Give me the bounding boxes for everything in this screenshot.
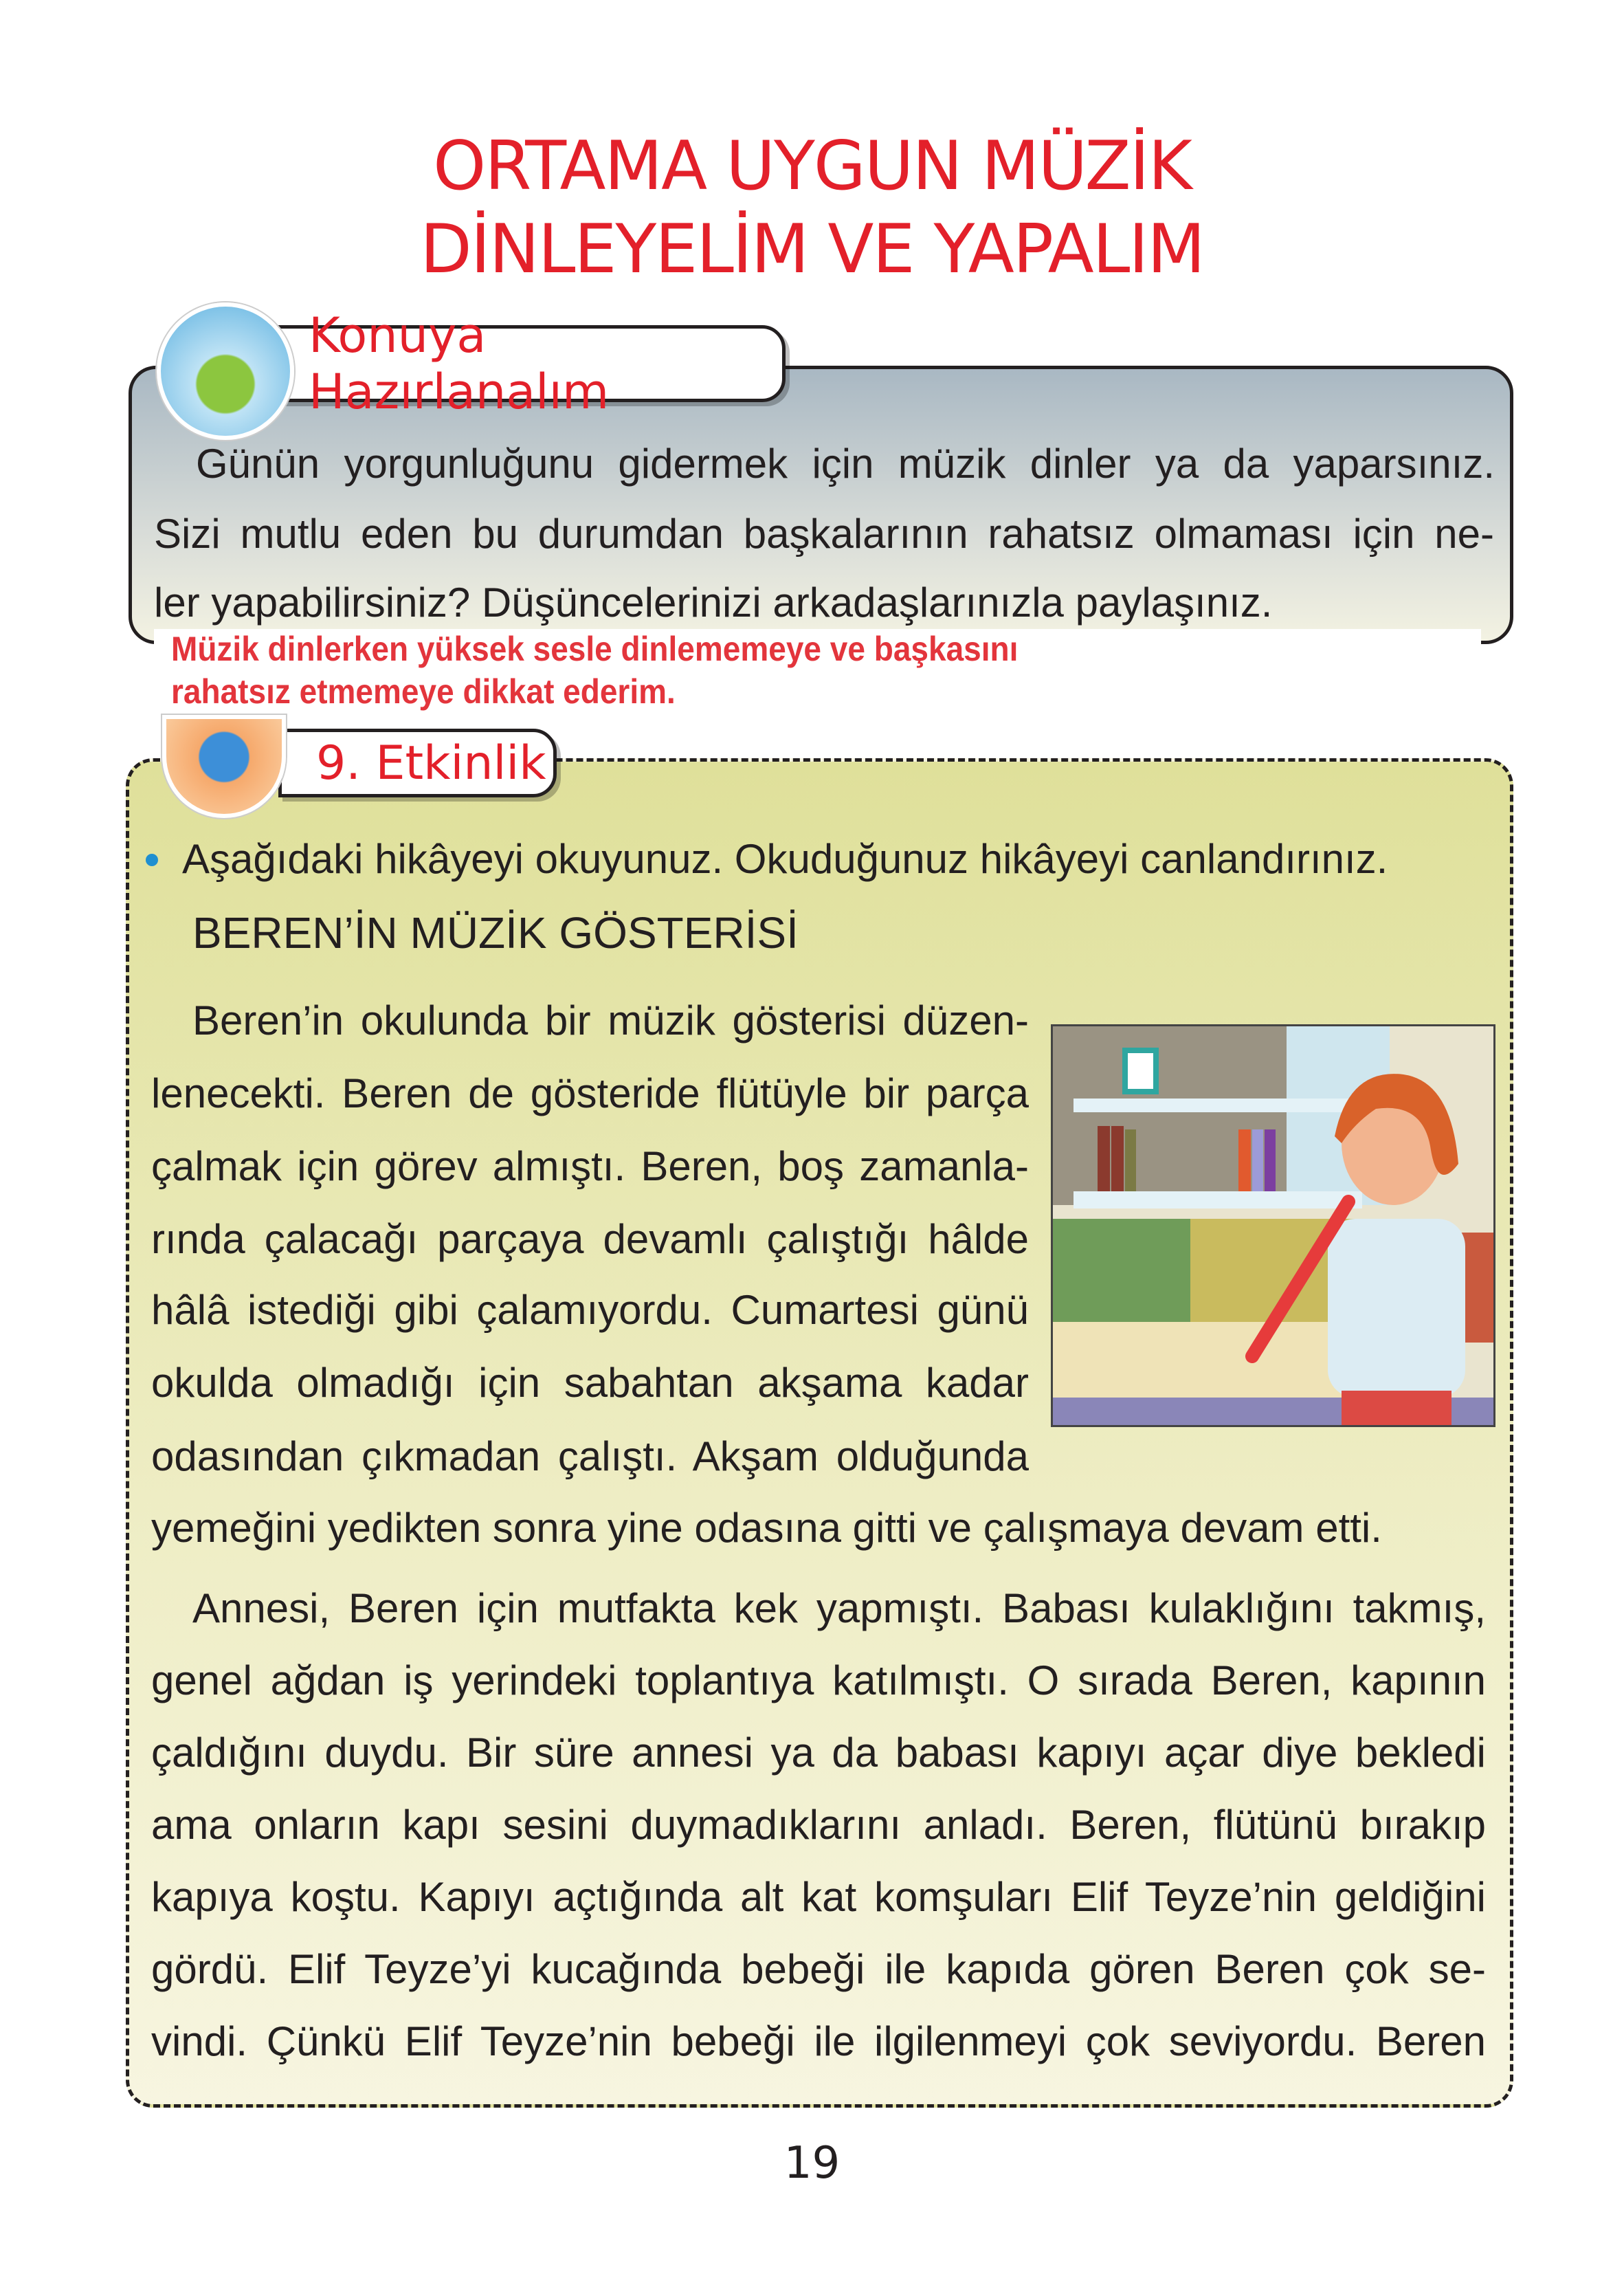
story-line: Annesi, Beren için mutfakta kek yapmıştı. Babası kulaklığını takmış, <box>192 1585 1486 1631</box>
answer-note <box>154 629 1481 732</box>
story-line: hâlâ istediği gibi çalamıyordu. Cumartesi günü <box>151 1287 1029 1333</box>
activity-header-label: 9. Etkinlik <box>316 736 546 791</box>
prep-line: Günün yorgunluğunu gidermek için müzik dinler ya da yaparsınız. <box>196 441 1495 487</box>
story-line: çalmak için görev almıştı. Beren, boş zamanla- <box>151 1143 1029 1189</box>
story-line: çaldığını duydu. Bir süre annesi ya da babası kapıyı açar diye bekledi <box>151 1730 1486 1776</box>
story-line: gördü. Elif Teyze’yi kucağında bebeği ile kapıda gören Beren çok se- <box>151 1946 1486 1992</box>
story-title: BEREN’İN MÜZİK GÖSTERİSİ <box>192 908 799 958</box>
page-title-line1: ORTAMA UYGUN MÜZİK <box>433 127 1191 206</box>
story-line: genel ağdan iş yerindeki toplantıya katılmıştı. O sırada Beren, kapının <box>151 1657 1486 1703</box>
story-line: kapıya koştu. Kapıyı açtığında alt kat komşuları Elif Teyze’nin geldiğini <box>151 1874 1486 1920</box>
instruction: Aşağıdaki hikâyeyi okuyunuz. Okuduğunuz hikâyeyi canlandırınız. <box>182 836 1388 882</box>
bullet-icon <box>146 854 158 866</box>
answer-line: rahatsız etmemeye dikkat ederim. <box>171 672 676 711</box>
prep-header <box>271 307 786 420</box>
story-line: ama onların kapı sesini duymadıklarını anladı. Beren, flütünü bırakıp <box>151 1802 1486 1848</box>
story-line: odasından çıkmadan çalıştı. Akşam olduğunda <box>151 1433 1029 1479</box>
story-line: vindi. Çünkü Elif Teyze’nin bebeği ile ilgilenmeyi çok seviyordu. Beren <box>151 2018 1486 2064</box>
story-illustration <box>1051 1024 1495 1427</box>
activity-header <box>278 729 557 797</box>
story-line: okulda olmadığı için sabahtan akşama kadar <box>151 1360 1029 1406</box>
page-number: 19 <box>783 2138 841 2189</box>
story-line: Beren’in okulunda bir müzik gösterisi düzen- <box>192 997 1029 1044</box>
frog-icon <box>157 302 294 440</box>
page-title-line2: DİNLEYELİM VE YAPALIM <box>420 210 1204 289</box>
prep-header-label: Konuya Hazırlanalım <box>309 307 610 420</box>
prep-line: ler yapabilirsiniz? Düşüncelerinizi arkadaşlarınızla paylaşınız. <box>154 579 1273 626</box>
story-line: yemeğini yedikten sonra yine odasına gitti ve çalışmaya devam etti. <box>151 1505 1382 1551</box>
answer-line: Müzik dinlerken yüksek sesle dinlememeye ve başkasını <box>171 630 1019 668</box>
story-line: lenecekti. Beren de gösteride flütüyle bir parça <box>151 1070 1029 1116</box>
prep-line: Sizi mutlu eden bu durumdan başkalarının rahatsız olmaması için ne- <box>154 511 1494 557</box>
girl-playing-flute-illustration <box>1053 1026 1495 1427</box>
story-line: rında çalacağı parçaya devamlı çalıştığı hâlde <box>151 1216 1029 1262</box>
